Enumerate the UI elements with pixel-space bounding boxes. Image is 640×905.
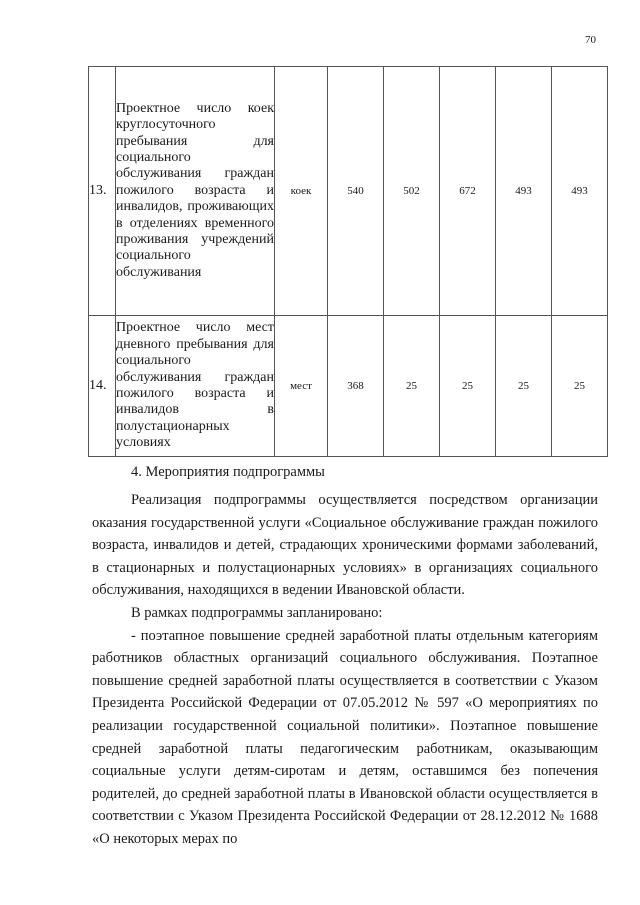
unit-cell: коек bbox=[275, 67, 328, 316]
page-number: 70 bbox=[585, 34, 596, 46]
table-row bbox=[89, 316, 608, 457]
section-heading: 4. Мероприятия подпрограммы bbox=[131, 464, 325, 480]
value-cell: 368 bbox=[328, 316, 384, 457]
value-cell: 493 bbox=[552, 67, 608, 316]
paragraph: Реализация подпрограммы осуществляется посредством организации оказания государственной услуги «Социальное обслуживание граждан пожилого возраста, инвалидов и детей, страдающих хроническими формами заболеваний, в стационарных и полустационарных условиях» в организациях социального обслуживания, находящихся в ведении Ивановской области. bbox=[92, 492, 598, 599]
row-number: 13. bbox=[89, 67, 116, 316]
value-cell: 502 bbox=[384, 67, 440, 316]
body-text bbox=[92, 489, 598, 851]
value-cell: 25 bbox=[552, 316, 608, 457]
value-cell: 25 bbox=[384, 316, 440, 457]
paragraph: В рамках подпрограммы запланировано: bbox=[131, 604, 383, 621]
unit-cell: мест bbox=[275, 316, 328, 457]
value-cell: 493 bbox=[496, 67, 552, 316]
value-cell: 540 bbox=[328, 67, 384, 316]
indicator-name: Проектное число коек круглосуточного пребывания для социального обслуживания граждан пожилого возраста и инвалидов, проживающих в отделениях временного проживания учреждений социального обслуживания bbox=[116, 67, 275, 316]
value-cell: 25 bbox=[496, 316, 552, 457]
value-cell: 672 bbox=[440, 67, 496, 316]
table-row bbox=[89, 67, 608, 316]
indicator-name: Проектное число мест дневного пребывания для социального обслуживания граждан пожилого возраста и инвалидов в полустационарных условиях bbox=[116, 316, 275, 457]
indicator-table bbox=[88, 66, 608, 457]
value-cell: 25 bbox=[440, 316, 496, 457]
paragraph: - поэтапное повышение средней заработной платы отдельным категориям работников областных организаций социального обслуживания. Поэтапное повышение средней заработной платы осуществляется в соответствии с Указом Президента Российской Федерации от 07.05.2012 № 597 «О мероприятиях по реализации государственной социальной политики». Поэтапное повышение средней заработной платы педагогическим работникам, оказывающим социальные услуги детям-сиротам и детям, оставшимся без попечения родителей, до средней заработной платы в Ивановской области осуществляется в соответствии с Указом Президента Российской Федерации от 28.12.2012 № 1688 «О некоторых мерах по bbox=[92, 627, 598, 847]
row-number: 14. bbox=[89, 316, 116, 457]
